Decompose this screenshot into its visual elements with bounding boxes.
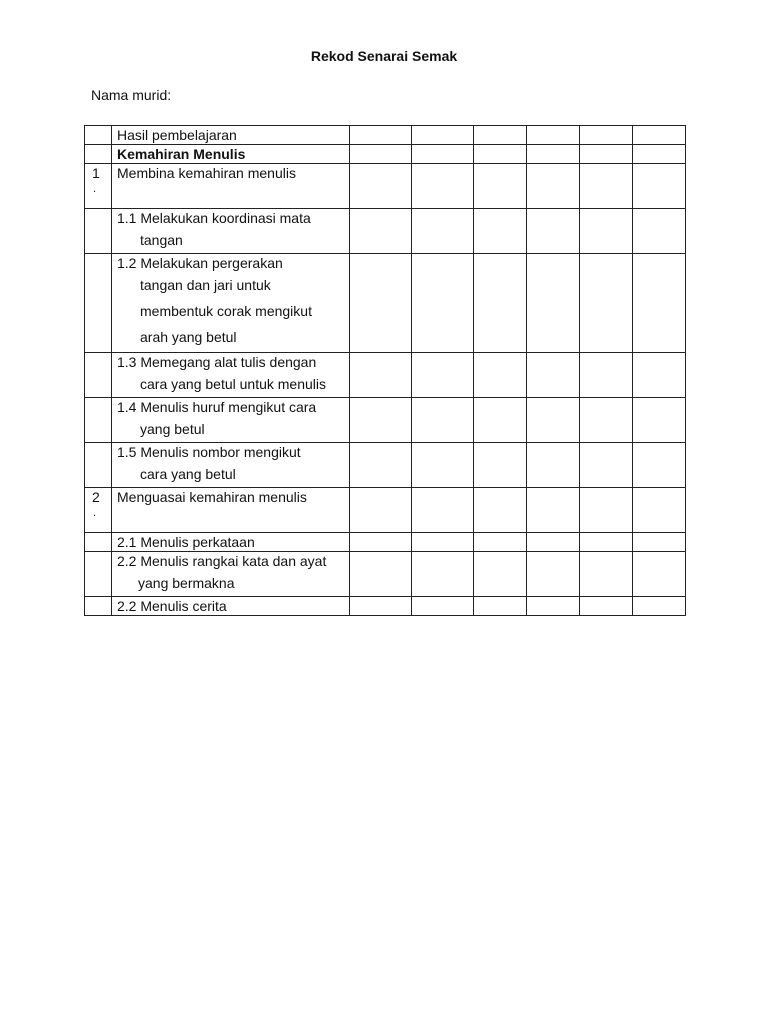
check-cell[interactable]: [412, 597, 474, 616]
table-row: [85, 353, 686, 398]
table-row: [85, 398, 686, 443]
check-cell[interactable]: [527, 533, 580, 552]
check-cell[interactable]: [527, 209, 580, 254]
check-cell[interactable]: [350, 533, 412, 552]
item-text-continued: tangan dan jari untuk: [140, 277, 271, 293]
check-cell[interactable]: [412, 533, 474, 552]
row-number-suffix: .: [93, 183, 97, 195]
num-cell: [85, 443, 112, 488]
check-cell[interactable]: [580, 597, 633, 616]
num-cell: [85, 597, 112, 616]
check-cell[interactable]: [633, 164, 686, 209]
section-cell: [112, 145, 350, 164]
check-cell[interactable]: [474, 145, 527, 164]
check-cell[interactable]: [412, 552, 474, 597]
item-text: 2.1 Menulis perkataan: [117, 534, 255, 550]
check-cell[interactable]: [527, 488, 580, 533]
check-cell[interactable]: [527, 353, 580, 398]
check-cell[interactable]: [474, 488, 527, 533]
check-cell[interactable]: [474, 597, 527, 616]
item-text-continued: yang bermakna: [138, 575, 235, 591]
num-cell: [85, 126, 112, 145]
check-cell[interactable]: [412, 353, 474, 398]
item-text: 1.1 Melakukan koordinasi mata: [117, 210, 311, 226]
header-cell: [112, 126, 350, 145]
item-cell: [112, 597, 350, 616]
num-cell: [85, 488, 112, 533]
table-row: [85, 164, 686, 209]
check-cell[interactable]: [350, 597, 412, 616]
check-cell[interactable]: [580, 164, 633, 209]
document-title: Rekod Senarai Semak: [310, 48, 458, 64]
num-cell: [85, 353, 112, 398]
check-cell[interactable]: [580, 533, 633, 552]
num-cell: [85, 209, 112, 254]
table-row: [85, 533, 686, 552]
check-cell[interactable]: [474, 443, 527, 488]
check-cell[interactable]: [412, 443, 474, 488]
check-cell[interactable]: [412, 488, 474, 533]
check-cell[interactable]: [580, 488, 633, 533]
item-text: 1.3 Memegang alat tulis dengan: [117, 354, 317, 370]
check-cell[interactable]: [580, 126, 633, 145]
check-cell[interactable]: [580, 443, 633, 488]
table-row: [85, 209, 686, 254]
check-cell[interactable]: [474, 164, 527, 209]
item-cell: [112, 443, 350, 488]
item-text: Membina kemahiran menulis: [117, 165, 296, 181]
check-cell[interactable]: [350, 443, 412, 488]
item-cell: [112, 533, 350, 552]
num-cell: [85, 254, 112, 353]
check-cell[interactable]: [350, 552, 412, 597]
item-text-continued: membentuk corak mengikut: [140, 303, 312, 319]
item-text: 1.5 Menulis nombor mengikut: [117, 444, 301, 460]
check-cell[interactable]: [633, 254, 686, 353]
item-text-continued: cara yang betul untuk menulis: [140, 376, 326, 392]
check-cell[interactable]: [412, 126, 474, 145]
check-cell[interactable]: [633, 552, 686, 597]
table-row: [85, 597, 686, 616]
check-cell[interactable]: [527, 254, 580, 353]
check-cell[interactable]: [474, 209, 527, 254]
check-cell[interactable]: [412, 254, 474, 353]
check-cell[interactable]: [527, 443, 580, 488]
item-text: 1.2 Melakukan pergerakan: [117, 255, 283, 271]
table-header-row: [85, 126, 686, 145]
item-cell: [112, 209, 350, 254]
check-cell[interactable]: [633, 209, 686, 254]
item-text: 2.2 Menulis rangkai kata dan ayat: [117, 553, 327, 569]
item-cell: [112, 353, 350, 398]
item-cell: [112, 398, 350, 443]
num-cell: [85, 145, 112, 164]
check-cell[interactable]: [412, 398, 474, 443]
table-row: [85, 552, 686, 597]
check-cell[interactable]: [350, 126, 412, 145]
section-row: [85, 145, 686, 164]
check-cell[interactable]: [580, 209, 633, 254]
item-text-continued: yang betul: [140, 421, 205, 437]
check-cell[interactable]: [633, 443, 686, 488]
check-cell[interactable]: [474, 353, 527, 398]
check-cell[interactable]: [527, 398, 580, 443]
item-text: 2.2 Menulis cerita: [117, 598, 227, 614]
student-name-label: Nama murid:: [91, 87, 172, 103]
row-number-suffix: .: [93, 507, 97, 519]
check-cell[interactable]: [633, 533, 686, 552]
item-text: Menguasai kemahiran menulis: [117, 489, 307, 505]
check-cell[interactable]: [350, 254, 412, 353]
check-cell[interactable]: [412, 209, 474, 254]
check-cell[interactable]: [474, 254, 527, 353]
check-cell[interactable]: [580, 254, 633, 353]
check-cell[interactable]: [527, 552, 580, 597]
checklist-table: [84, 125, 686, 616]
header-label: Hasil pembelajaran: [117, 127, 237, 143]
table-row: [85, 488, 686, 533]
table-row: [85, 254, 686, 353]
check-cell[interactable]: [633, 145, 686, 164]
check-cell[interactable]: [412, 164, 474, 209]
check-cell[interactable]: [474, 126, 527, 145]
check-cell[interactable]: [633, 597, 686, 616]
check-cell[interactable]: [474, 398, 527, 443]
check-cell[interactable]: [412, 145, 474, 164]
check-cell[interactable]: [350, 398, 412, 443]
check-cell[interactable]: [580, 552, 633, 597]
item-text-continued: tangan: [140, 232, 183, 248]
check-cell[interactable]: [350, 209, 412, 254]
table-row: [85, 443, 686, 488]
check-cell[interactable]: [350, 353, 412, 398]
check-cell[interactable]: [580, 145, 633, 164]
check-cell[interactable]: [527, 145, 580, 164]
item-cell: [112, 254, 350, 353]
item-cell: [112, 552, 350, 597]
item-cell: [112, 488, 350, 533]
check-cell[interactable]: [350, 164, 412, 209]
item-text: 1.4 Menulis huruf mengikut cara: [117, 399, 317, 415]
check-cell[interactable]: [527, 597, 580, 616]
check-cell[interactable]: [474, 552, 527, 597]
check-cell[interactable]: [474, 533, 527, 552]
num-cell: [85, 533, 112, 552]
row-number: 2: [92, 489, 100, 505]
check-cell[interactable]: [350, 145, 412, 164]
check-cell[interactable]: [633, 353, 686, 398]
check-cell[interactable]: [527, 126, 580, 145]
check-cell[interactable]: [580, 353, 633, 398]
row-number: 1: [92, 165, 100, 181]
item-text-continued: arah yang betul: [140, 329, 237, 345]
check-cell[interactable]: [527, 164, 580, 209]
num-cell: [85, 398, 112, 443]
section-label: Kemahiran Menulis: [117, 146, 246, 162]
item-text-continued: cara yang betul: [140, 466, 236, 482]
check-cell[interactable]: [350, 488, 412, 533]
item-cell: [112, 164, 350, 209]
num-cell: [85, 552, 112, 597]
check-cell[interactable]: [633, 488, 686, 533]
num-cell: [85, 164, 112, 209]
check-cell[interactable]: [633, 398, 686, 443]
check-cell[interactable]: [580, 398, 633, 443]
check-cell[interactable]: [633, 126, 686, 145]
